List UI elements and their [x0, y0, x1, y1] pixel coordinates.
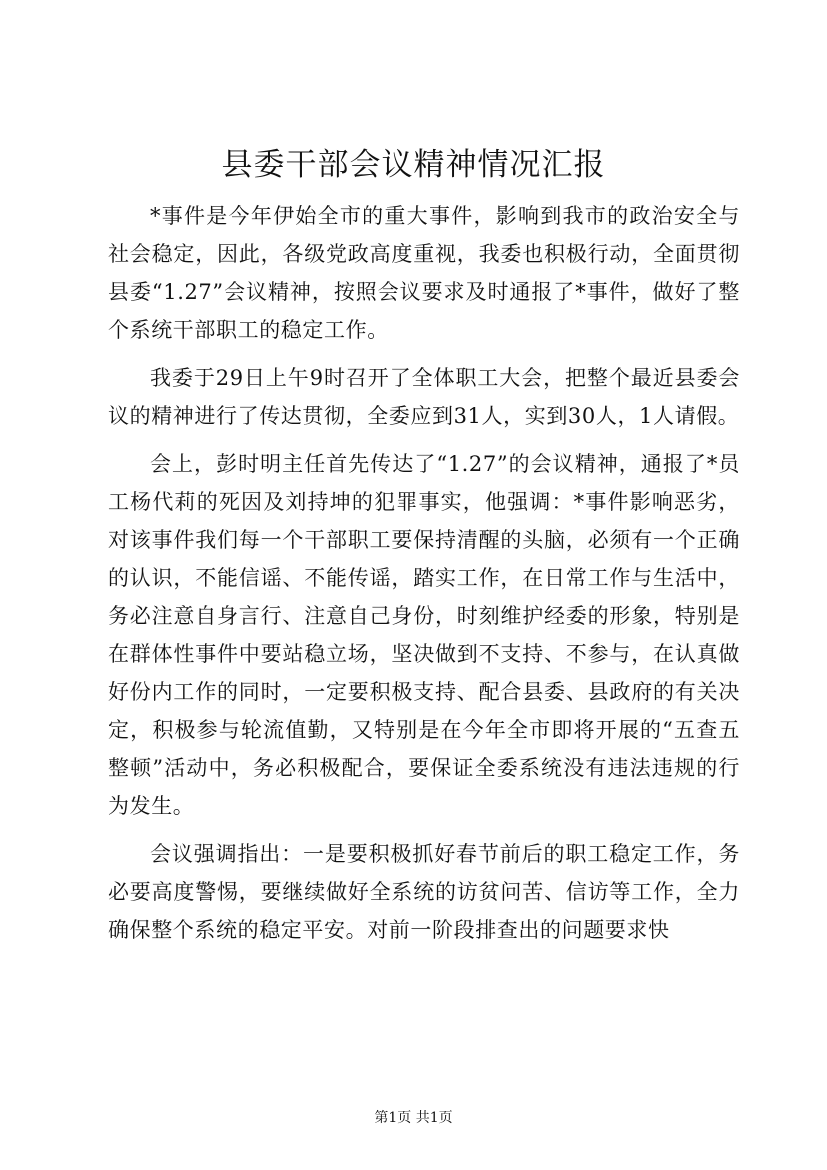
- document-title: 县委干部会议精神情况汇报: [221, 147, 606, 183]
- paragraph-2: 我委于29日上午9时召开了全体职工大会，把整个最近县委会议的精神进行了传达贯彻，全委应到31人，实到30人，1人请假。: [108, 366, 740, 428]
- document-body: [108, 197, 740, 959]
- paragraph-3: 会上，彭时明主任首先传达了“1.27”的会议精神，通报了*员工杨代莉的死因及刘持坤的犯罪事实，他强调：*事件影响恶劣，对该事件我们每一个干部职工要保持清醒的头脑，必须有一个正确的认识，不能信谣、不能传谣，踏实工作，在日常工作与生活中，务必注意自身言行、注意自己身份，时刻维护经委的形象，特别是在群体性事件中要站稳立场，坚决做到不支持、不参与，在认真做好份内工作的同时，一定要积极支持、配合县委、县政府的有关决定，积极参与轮流值勤，又特别是在今年全市即将开展的“五查五整顿”活动中，务必积极配合，要保证全委系统没有违法违规的行为发生。: [108, 452, 740, 818]
- page-footer: 第1页 共1页: [374, 1110, 453, 1126]
- paragraph-1: *事件是今年伊始全市的重大事件，影响到我市的政治安全与社会稳定，因此，各级党政高度重视，我委也积极行动，全面贯彻县委“1.27”会议精神，按照会议要求及时通报了*事件，做好了整个系统干部职工的稳定工作。: [108, 204, 740, 342]
- paragraph-4: 会议强调指出：一是要积极抓好春节前后的职工稳定工作，务必要高度警惕，要继续做好全系统的访贫问苦、信访等工作，全力确保整个系统的稳定平安。对前一阶段排查出的问题要求快: [108, 842, 740, 942]
